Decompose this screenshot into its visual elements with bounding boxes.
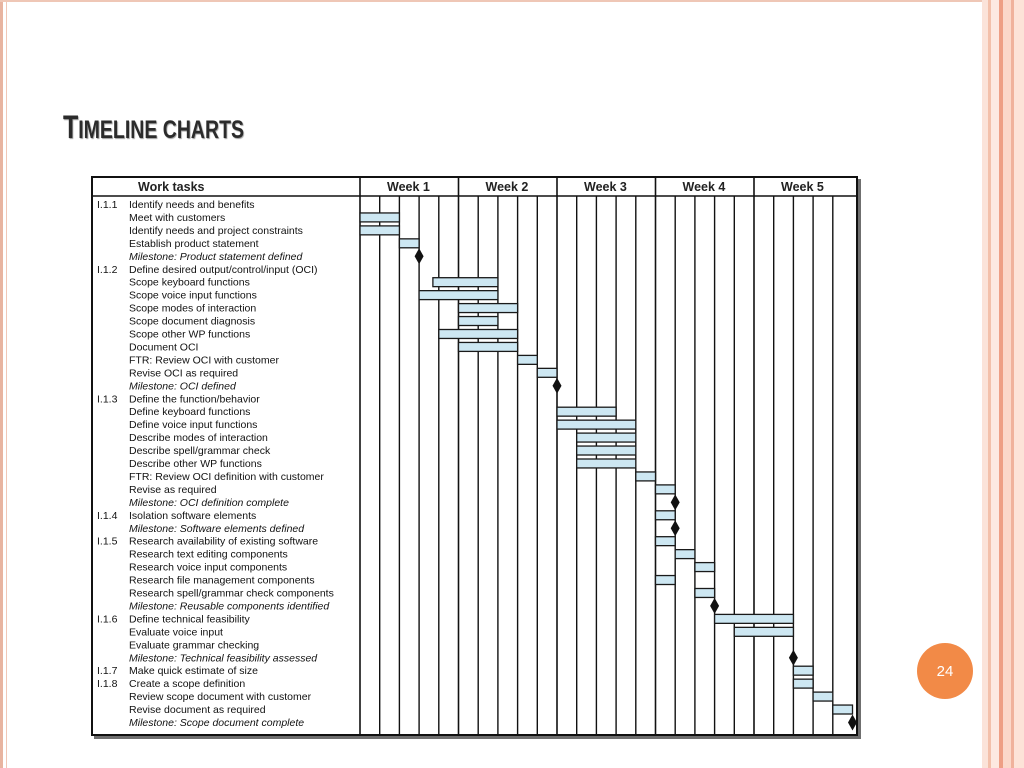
left-border-line xyxy=(6,0,7,768)
task-label: Revise OCI as required xyxy=(129,367,239,380)
task-label: Define keyboard functions xyxy=(129,406,251,419)
task-label: Scope modes of interaction xyxy=(129,302,257,315)
task-bar xyxy=(656,485,676,494)
gantt-svg xyxy=(93,178,856,734)
task-label: Research voice input components xyxy=(129,561,288,574)
task-label: Review scope document with customer xyxy=(129,691,312,704)
task-bar xyxy=(360,226,399,235)
task-id: I.1.7 xyxy=(97,665,118,678)
page-number: 24 xyxy=(936,662,954,680)
task-label: Describe spell/grammar check xyxy=(129,445,271,458)
task-bar xyxy=(636,472,656,481)
task-bar xyxy=(813,692,833,701)
task-bar xyxy=(439,330,518,339)
milestone-diamond xyxy=(848,714,856,730)
milestone-diamond xyxy=(710,598,719,614)
task-label: Evaluate grammar checking xyxy=(129,639,260,652)
header-week-label: Week 4 xyxy=(682,180,726,194)
task-bar xyxy=(419,291,498,300)
task-label: FTR: Review OCI with customer xyxy=(129,354,279,367)
task-id: I.1.4 xyxy=(97,509,118,522)
task-bar xyxy=(656,511,676,520)
task-bar xyxy=(459,342,518,351)
task-label: Create a scope definition xyxy=(129,678,246,691)
task-label: Describe modes of interaction xyxy=(129,432,268,445)
timeline-chart xyxy=(91,176,858,736)
task-label: Define voice input functions xyxy=(129,419,258,432)
task-bar xyxy=(695,589,715,598)
task-bar xyxy=(537,368,557,377)
right-border-stripe xyxy=(1014,0,1024,768)
task-bar xyxy=(793,679,813,688)
task-id: I.1.5 xyxy=(97,535,118,548)
task-label: Scope other WP functions xyxy=(129,328,251,341)
task-label: Scope document diagnosis xyxy=(129,315,256,328)
task-id: I.1.3 xyxy=(97,393,118,406)
milestone-label: Milestone: OCI defined xyxy=(129,380,236,393)
left-border-stripe xyxy=(0,0,3,768)
task-bar xyxy=(459,304,518,313)
top-border-line xyxy=(0,0,982,2)
task-bar xyxy=(557,407,616,416)
slide-title-initial: T xyxy=(63,109,79,145)
task-label: Describe other WP functions xyxy=(129,458,262,470)
task-id: I.1.1 xyxy=(97,199,118,211)
task-bar xyxy=(577,459,636,468)
task-bar xyxy=(675,550,695,559)
slide-title-rest: IMELINE CHARTS xyxy=(78,116,244,144)
task-bar xyxy=(360,213,399,222)
task-label: Research file management components xyxy=(129,574,315,587)
milestone-label: Milestone: Software elements defined xyxy=(129,522,305,535)
task-bar xyxy=(399,239,419,248)
header-work-tasks: Work tasks xyxy=(138,180,205,194)
task-bar xyxy=(793,666,813,675)
right-border-stripe xyxy=(991,0,999,768)
milestone-label: Milestone: Technical feasibility assessed xyxy=(129,652,318,665)
task-bar xyxy=(518,355,538,364)
milestone-diamond xyxy=(415,248,424,264)
task-bar xyxy=(656,537,676,546)
task-bar xyxy=(459,317,498,326)
task-label: Research spell/grammar check components xyxy=(129,587,334,600)
task-bar xyxy=(833,705,853,714)
header-week-label: Week 3 xyxy=(584,180,627,194)
task-bar xyxy=(656,576,676,585)
task-label: Identify needs and project constraints xyxy=(129,224,303,237)
milestone-label: Milestone: Reusable components identified xyxy=(129,600,330,613)
task-id: I.1.8 xyxy=(97,678,118,691)
task-bar xyxy=(557,420,636,429)
task-label: Document OCI xyxy=(129,341,199,354)
milestone-diamond xyxy=(553,378,562,394)
task-label: Meet with customers xyxy=(129,211,226,224)
task-id: I.1.6 xyxy=(97,613,118,626)
task-label: Define desired output/control/input (OCI) xyxy=(129,263,318,276)
task-label: Scope voice input functions xyxy=(129,289,257,302)
milestone-diamond xyxy=(789,650,798,666)
task-bar xyxy=(433,278,498,287)
header-week-label: Week 2 xyxy=(485,180,529,194)
task-bar xyxy=(577,446,636,455)
milestone-label: Milestone: Product statement defined xyxy=(129,250,303,263)
milestone-label: Milestone: Scope document complete xyxy=(129,717,305,729)
task-label: Evaluate voice input xyxy=(129,626,223,639)
task-label: Isolation software elements xyxy=(129,509,257,522)
task-bar xyxy=(695,563,715,572)
task-label: Define the function/behavior xyxy=(129,393,260,406)
milestone-diamond xyxy=(671,494,680,510)
task-id: I.1.2 xyxy=(97,263,118,276)
task-label: Scope keyboard functions xyxy=(129,276,250,289)
task-label: Identify needs and benefits xyxy=(129,199,255,211)
task-label: Revise as required xyxy=(129,483,217,496)
task-bar xyxy=(734,627,793,636)
page-number-badge xyxy=(917,643,973,699)
task-label: Define technical feasibility xyxy=(129,613,250,626)
task-label: Revise document as required xyxy=(129,704,266,717)
header-week-label: Week 1 xyxy=(387,180,430,194)
task-label: Research availability of existing software xyxy=(129,535,319,548)
task-label: Research text editing components xyxy=(129,548,288,561)
milestone-diamond xyxy=(671,520,680,536)
slide-title xyxy=(63,109,244,146)
milestone-label: Milestone: OCI definition complete xyxy=(129,496,289,509)
task-bar xyxy=(715,614,794,623)
task-label: Establish product statement xyxy=(129,237,259,250)
right-border-stripe xyxy=(1003,0,1011,768)
task-bar xyxy=(577,433,636,442)
task-label: FTR: Review OCI definition with customer xyxy=(129,470,324,483)
task-label: Make quick estimate of size xyxy=(129,665,258,678)
header-week-label: Week 5 xyxy=(781,180,824,194)
